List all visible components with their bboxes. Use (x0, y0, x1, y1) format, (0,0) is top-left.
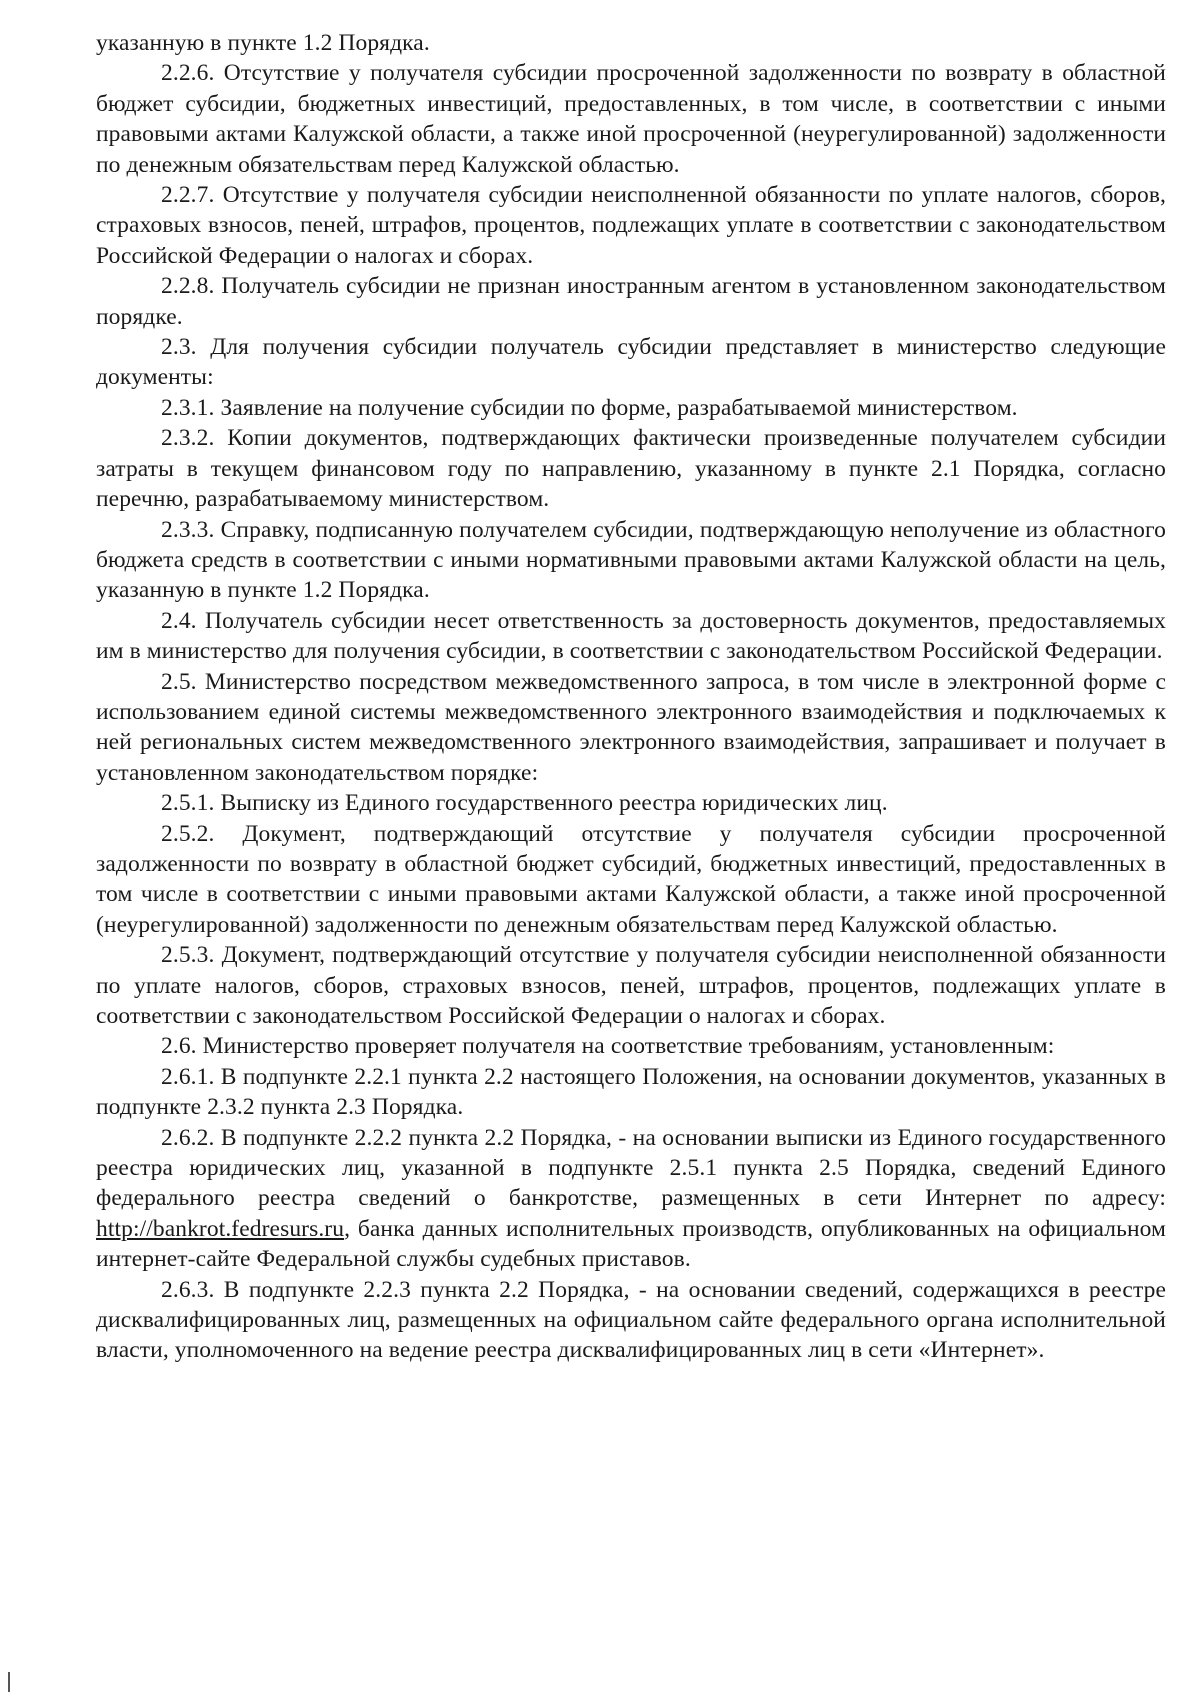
paragraph-continuation: указанную в пункте 1.2 Порядка. (96, 30, 430, 56)
paragraph-2-2-6: 2.2.6. Отсутствие у получателя субсидии просроченной задолженности по возврату в областной бюджет субсидии, бюджетных инвестиций, предоставленных, в том числе, в соответствии с иными правовыми актами Калужской области, а также иной просроченной (неурегулированной) задолженности по денежным обязательствам перед Калужской областью. (96, 60, 1166, 178)
paragraph-2-5-2: 2.5.2. Документ, подтверждающий отсутствие у получателя субсидии просроченной задолженности по возврату в областной бюджет субсидий, бюджетных инвестиций, предоставленных в том числе в соответствии с иными правовыми актами Калужской области, а также иной просроченной (неурегулированной) задолженности по денежным обязательствам перед Калужской областью. (96, 820, 1166, 938)
paragraph-2-2-7: 2.2.7. Отсутствие у получателя субсидии неисполненной обязанности по уплате налогов, сборов, страховых взносов, пеней, штрафов, процентов, подлежащих уплате в соответствии с законодательством Российской Федерации о налогах и сборах. (96, 182, 1166, 269)
paragraph-2-5-3: 2.5.3. Документ, подтверждающий отсутствие у получателя субсидии неисполненной обязанности по уплате налогов, сборов, страховых взносов, пеней, штрафов, процентов, подлежащих уплате в соответствии с законодательством Российской Федерации о налогах и сборах. (96, 942, 1166, 1029)
paragraph-2-5-1: 2.5.1. Выписку из Единого государственного реестра юридических лиц. (161, 790, 888, 817)
paragraph-2-3-3: 2.3.3. Справку, подписанную получателем субсидии, подтверждающую неполучение из областного бюджета средств в соответствии с иными нормативными правовыми актами Калужской области на цель, указанную в пункте 1.2 Порядка. (96, 516, 1166, 604)
document-body (96, 28, 1166, 1366)
paragraph-2-6-2-text-after: , банка данных исполнительных производств, опубликованных на официальном интернет-сайте Федеральной службы судебных приставов. (96, 1215, 1166, 1273)
paragraph-2-3-1: 2.3.1. Заявление на получение субсидии по форме, разрабатываемой министерством. (161, 394, 1018, 421)
paragraph-2-2-8: 2.2.8. Получатель субсидии не признан иностранным агентом в установленном законодательством порядке. (96, 273, 1166, 330)
paragraph-2-6-1: 2.6.1. В подпункте 2.2.1 пункта 2.2 настоящего Положения, на основании документов, указанных в подпункте 2.3.2 пункта 2.3 Порядка. (96, 1063, 1166, 1121)
paragraph-2-6-3: 2.6.3. В подпункте 2.2.3 пункта 2.2 Порядка, - на основании сведений, содержащихся в реестре дисквалифицированных лиц, размещенных на официальном сайте федерального органа исполнительной власти, уполномоченного на ведение реестра дисквалифицированных лиц в сети «Интернет». (96, 1276, 1166, 1364)
scan-edge-mark (8, 1672, 10, 1692)
paragraph-2-3: 2.3. Для получения субсидии получатель субсидии представляет в министерство следующие документы: (96, 334, 1166, 391)
paragraph-2-6-2-text-before: 2.6.2. В подпункте 2.2.2 пункта 2.2 Порядка, - на основании выписки из Единого государственного реестра юридических лиц, указанной в подпункте 2.5.1 пункта 2.5 Порядка, сведений Единого федерального реестра сведений о банкротстве, размещенных в сети Интернет по адресу: (96, 1124, 1166, 1212)
paragraph-2-5: 2.5. Министерство посредством межведомственного запроса, в том числе в электронной форме с использованием единой системы межведомственного электронного взаимодействия и подключаемых к ней региональных систем межведомственного электронного взаимодействия, запрашивает и получает в установленном законодательством порядке: (96, 668, 1166, 786)
paragraph-2-3-2: 2.3.2. Копии документов, подтверждающих фактически произведенные получателем субсидии затраты в текущем финансовом году по направлению, указанному в пункте 2.1 Порядка, согласно перечню, разрабатываемому министерством. (96, 425, 1166, 513)
bankrot-link[interactable]: http://bankrot.fedresurs.ru (96, 1215, 345, 1242)
paragraph-2-4: 2.4. Получатель субсидии несет ответственность за достоверность документов, предоставляемых им в министерство для получения субсидии, в соответствии с законодательством Российской Федерации. (96, 607, 1166, 665)
paragraph-2-6-2 (96, 1123, 1166, 1275)
paragraph-2-6: 2.6. Министерство проверяет получателя на соответствие требованиям, установленным: (161, 1033, 1055, 1060)
